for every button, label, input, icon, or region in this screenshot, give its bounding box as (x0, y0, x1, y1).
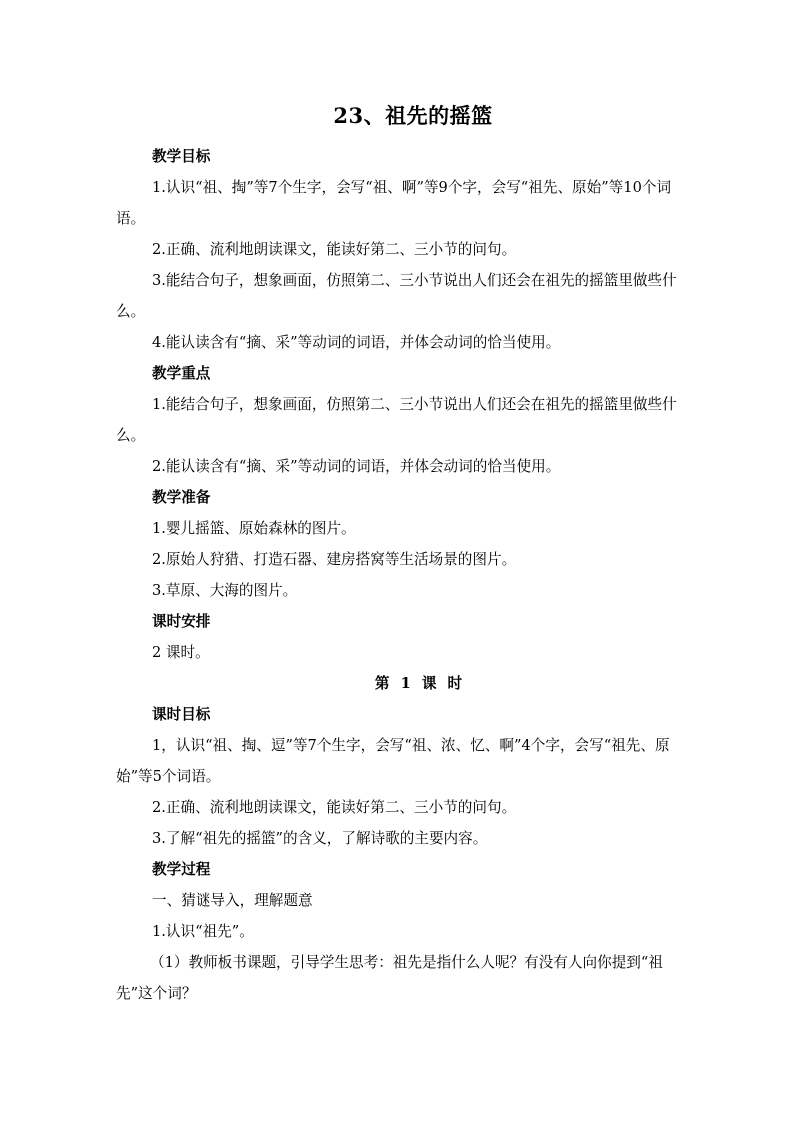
process-item: 一、猜谜导入，理解题意 (152, 892, 313, 909)
schedule-text: 2 课时。 (152, 644, 210, 661)
goal-item: 1.认识“祖、掏”等7个生字，会写“祖、啊”等9个字，会写“祖先、原始”等10个词语。 (116, 179, 672, 227)
prep-item: 2.原始人狩猎、打造石器、建房搭窝等生活场景的图片。 (152, 551, 517, 568)
lesson-goal-item: 3.了解“祖先的摇篮”的含义，了解诗歌的主要内容。 (152, 830, 488, 847)
lesson-goals-heading: 课时目标 (152, 706, 211, 723)
process-heading: 教学过程 (152, 861, 211, 878)
goal-item: 4.能认读含有“摘、采”等动词的词语，并体会动词的恰当使用。 (152, 334, 561, 351)
lesson-goal-item: 1，认识“祖、掏、逗”等7个生字，会写“祖、浓、忆、啊”4个字，会写“祖先、原始”等5个词语。 (116, 737, 670, 785)
key-heading: 教学重点 (152, 365, 211, 382)
goals-heading: 教学目标 (152, 148, 211, 165)
process-item: （1）教师板书课题，引导学生思考：祖先是指什么人呢？有没有人向你提到“祖先”这个词？ (116, 954, 663, 1002)
key-item: 2.能认读含有“摘、采”等动词的词语，并体会动词的恰当使用。 (152, 458, 561, 475)
document-body (116, 141, 688, 1009)
page-title: 23、祖先的摇篮 (333, 103, 493, 128)
prep-item: 1.婴儿摇篮、原始森林的图片。 (152, 520, 356, 537)
prep-heading: 教学准备 (152, 489, 211, 506)
prep-item: 3.草原、大海的图片。 (152, 582, 298, 599)
key-item: 1.能结合句子，想象画面，仿照第二、三小节说出人们还会在祖先的摇篮里做些什么。 (116, 396, 677, 444)
lesson-goal-item: 2.正确、流利地朗读课文，能读好第二、三小节的问句。 (152, 799, 517, 816)
goal-item: 2.正确、流利地朗读课文，能读好第二、三小节的问句。 (152, 241, 517, 258)
process-item: 1.认识“祖先”。 (152, 923, 254, 940)
schedule-heading: 课时安排 (152, 613, 211, 630)
goal-item: 3.能结合句子，想象画面，仿照第二、三小节说出人们还会在祖先的摇篮里做些什么。 (116, 272, 677, 320)
lesson-title: 第 1 课 时 (374, 675, 466, 692)
